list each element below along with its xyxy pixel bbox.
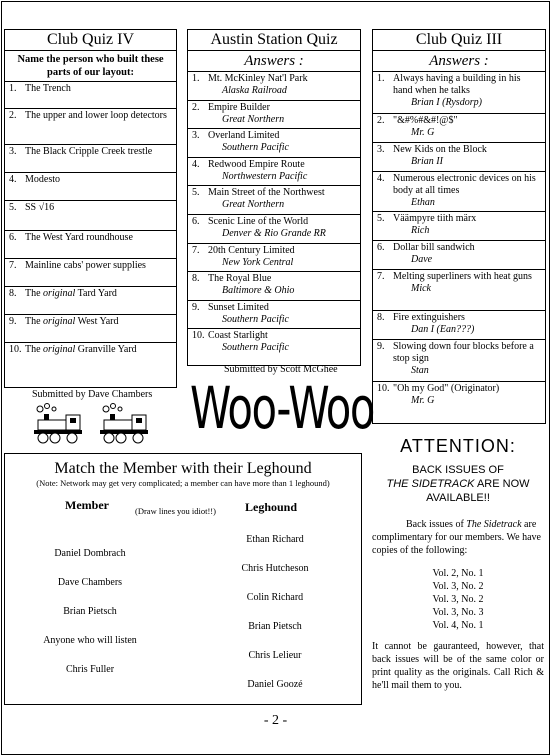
quiz3-item [373,311,545,340]
quiz4-item [5,145,176,173]
quiz3-item [373,340,545,382]
match-title: Match the Member with their Leghound [54,460,312,477]
item-number: 9. [9,316,17,327]
member-header: Member [65,498,109,512]
item-number: 5. [192,187,200,199]
austin-question [192,216,357,228]
volume-item: Vol. 2, No. 1 [432,568,484,579]
quiz3-answers-label: Answers : [373,51,545,72]
back-issues-intro [372,518,544,557]
item-number: 9. [192,301,200,313]
item-number: 2. [192,101,200,113]
austin-submitted: Submitted by Scott McGhee [224,364,338,375]
item-answer: Mr. G [411,395,435,406]
item-number: 6. [192,215,200,227]
item-text: The West Yard roundhouse [25,232,133,243]
item-text-em: original [43,288,76,299]
item-text [25,288,173,300]
item-answer: Stan [411,365,429,376]
austin-item [188,101,360,130]
austin-item [188,244,360,273]
item-number: 3. [377,144,385,155]
quiz4-title: Club Quiz IV [5,30,176,51]
item-text-pre: The [25,316,44,327]
item-answer: Southern Pacific [222,342,289,354]
volume-item: Vol. 3, No. 2 [432,581,484,592]
austin-question [192,102,357,114]
body1-pre: Back issues of [406,519,467,530]
item-text: Mainline cabs' power supplies [25,260,146,271]
quiz4-question [9,202,173,214]
quiz3-question [377,173,542,197]
quiz3-question [377,242,542,254]
quiz4-question [9,146,173,158]
item-answer: Ethan [411,197,435,208]
club-quiz-iii [372,29,546,424]
austin-item [188,72,360,101]
austin-item [188,215,360,244]
item-number: 2. [9,110,17,121]
club-quiz-iv [4,29,177,388]
item-text: "&#%#&#!@$" [393,115,458,126]
item-number: 7. [192,244,200,256]
quiz3-question [377,271,542,283]
quiz3-question [377,383,542,395]
item-text: SS √16 [25,202,55,213]
leghound-name: Ethan Richard [246,534,304,545]
item-number: 5. [377,213,385,224]
item-text: The Trench [25,83,71,94]
item-text-pre: The [25,288,44,299]
member-name: Anyone who will listen [43,635,137,646]
item-number: 3. [192,130,200,142]
item-answer: Brian I (Rysdorp) [411,97,482,108]
quiz3-item [373,72,545,114]
item-number: 7. [9,260,17,271]
attention-heading: ATTENTION: [400,436,516,456]
item-text: Coast Starlight [208,330,268,342]
item-answer: Mr. G [411,127,435,138]
item-number: 9. [377,341,385,352]
item-number: 10. [377,383,390,394]
item-number: 4. [9,174,17,185]
member-name: Chris Fuller [65,664,115,675]
item-answer: Denver & Rio Grande RR [222,227,326,239]
quiz4-item [5,343,176,371]
item-number: 10. [9,344,22,355]
austin-question [192,130,357,142]
item-text: Always having a building in his hand when he talks [393,73,521,96]
leghound-header: Leghound [245,500,298,514]
austin-question [192,245,357,257]
quiz3-question [377,115,542,127]
item-text [25,316,173,328]
quiz4-submitted: Submitted by Dave Chambers [32,389,153,400]
draw-note: (Draw lines you idiot!!) [135,506,216,516]
item-answer: Great Northern [222,199,285,211]
quiz3-question [377,341,542,365]
item-text: Numerous electronic devices on his body at all times [393,173,536,196]
quiz4-question [9,83,173,95]
item-text-em: original [43,344,76,355]
item-text: Väämpyre tiith märx [393,213,477,224]
woo-woo-title: Woo-Woo [190,374,374,442]
austin-question [192,73,357,85]
volume-list [372,567,544,632]
item-text: Scenic Line of the World [208,215,309,227]
item-text: Mt. McKinley Nat'l Park [208,73,308,84]
austin-question [192,187,357,199]
quiz4-item [5,82,176,109]
leghound-name: Colin Richard [246,592,304,603]
attention-block [372,436,544,505]
item-text-pre: The [25,344,44,355]
austin-item [188,272,360,301]
item-answer: Northwestern Pacific [222,170,308,182]
item-text: New Kids on the Block [393,144,487,155]
quiz3-item [373,241,545,270]
quiz4-question [9,288,173,300]
item-text: Overland Limited [208,130,280,142]
leghound-name: Chris Lelieur [248,650,302,661]
quiz4-question [9,174,173,186]
item-number: 2. [377,115,385,126]
item-text: Fire extinguishers [393,312,465,323]
volume-item: Vol. 4, No. 1 [432,620,484,631]
attention-line1: BACK ISSUES OF [412,464,504,476]
item-text: Slowing down four blocks before a stop sign [393,341,534,364]
leghound-list [210,534,340,708]
austin-question [192,302,357,314]
leghound-name: Chris Hutcheson [241,563,309,574]
item-text: Main Street of the Northwest [208,187,325,199]
volume-item: Vol. 3, No. 3 [432,607,484,618]
item-number: 6. [377,242,385,253]
attention-line2-post: ARE NOW [474,478,530,490]
item-text: "Oh my God" (Originator) [393,383,500,394]
back-issues-text [372,518,544,692]
item-number: 6. [9,232,17,243]
quiz4-item [5,259,176,287]
item-text: The upper and lower loop detectors [25,110,167,121]
match-note: (Note: Network may get very complicated; a member can have more than 1 leghound) [36,478,330,488]
item-answer: Southern Pacific [222,313,289,325]
member-name: Dave Chambers [57,577,123,588]
item-text: Melting superliners with heat guns [393,271,532,282]
item-number: 5. [9,202,17,213]
attention-line2-em: THE SIDETRACK [386,478,475,490]
quiz4-question [9,316,173,328]
train-icon-right [96,403,152,445]
item-text: 20th Century Limited [208,244,295,256]
austin-item [188,329,360,358]
item-text: The Black Cripple Creek trestle [25,146,153,157]
item-text-em: original [43,316,76,327]
item-text: Empire Builder [208,101,270,113]
quiz3-item [373,172,545,212]
quiz3-item [373,382,545,422]
page-number: - 2 - [263,713,288,728]
austin-item [188,301,360,330]
item-answer: Baltimore & Ohio [222,285,295,297]
quiz4-item [5,109,176,145]
item-text-post: Tard Yard [75,288,117,299]
leghound-name: Daniel Goozé [247,679,303,690]
austin-item [188,186,360,215]
item-text [25,344,173,356]
austin-item [188,129,360,158]
item-text: Dollar bill sandwich [393,242,475,253]
item-text: The Royal Blue [208,273,272,285]
quiz3-title: Club Quiz III [373,30,545,51]
quiz3-question [377,213,542,225]
quiz4-question [9,260,173,272]
quiz3-question [377,73,542,97]
member-name: Brian Pietsch [63,606,117,617]
body1-post: are complimentary for our members. We have copies of the following: [372,519,541,556]
item-number: 10. [192,330,205,342]
quiz4-subtitle: Name the person who built these parts of our layout: [5,51,176,82]
volume-item: Vol. 3, No. 2 [432,594,484,605]
item-text-post: West Yard [75,316,119,327]
item-number: 8. [9,288,17,299]
quiz4-question [9,344,173,356]
austin-station-quiz [187,29,361,366]
austin-question [192,330,357,342]
item-answer: Brian II [411,156,443,167]
austin-item [188,158,360,187]
quiz3-item [373,212,545,241]
item-text-post: Granville Yard [75,344,137,355]
body1-em: The Sidetrack [466,519,522,530]
austin-answers-label: Answers : [188,51,360,72]
item-answer: Great Northern [222,113,285,125]
item-answer: Rich [411,225,430,236]
item-number: 1. [377,73,385,84]
member-name: Daniel Dombrach [54,548,126,559]
item-answer: New York Central [222,256,294,268]
austin-question [192,159,357,171]
item-number: 8. [377,312,385,323]
item-text: Redwood Empire Route [208,158,305,170]
quiz3-item [373,114,545,143]
quiz3-question [377,144,542,156]
quiz4-question [9,110,173,122]
train-icon-left [30,403,86,445]
quiz4-item [5,173,176,201]
austin-question [192,273,357,285]
back-issues-disclaimer: It cannot be gauranteed, however, that back issues will be of the same color or print quality as the originals. Call Rich & he'll mail them to you. [372,641,544,691]
quiz4-item [5,231,176,259]
quiz3-question [377,312,542,324]
item-number: 4. [192,158,200,170]
item-number: 1. [9,83,17,94]
attention-line2 [372,477,544,491]
leghound-name: Brian Pietsch [248,621,302,632]
member-list [25,548,155,693]
item-text: Sunset Limited [208,301,269,313]
item-number: 1. [192,73,200,84]
item-answer: Alaska Railroad [222,85,287,96]
quiz4-item [5,315,176,343]
quiz3-item [373,270,545,311]
item-answer: Southern Pacific [222,142,289,154]
item-number: 4. [377,173,385,184]
attention-line3: AVAILABLE!! [426,492,490,504]
item-text: Modesto [25,174,60,185]
quiz4-question [9,232,173,244]
item-number: 3. [9,146,17,157]
item-answer: Mick [411,283,431,294]
item-answer: Dave [411,254,433,265]
item-number: 8. [192,273,200,285]
item-answer: Dan I (Ean???) [411,324,475,335]
quiz4-item [5,287,176,315]
quiz3-item [373,143,545,172]
austin-title: Austin Station Quiz [188,30,360,51]
item-number: 7. [377,271,385,282]
quiz4-item [5,201,176,231]
match-box [4,453,362,705]
